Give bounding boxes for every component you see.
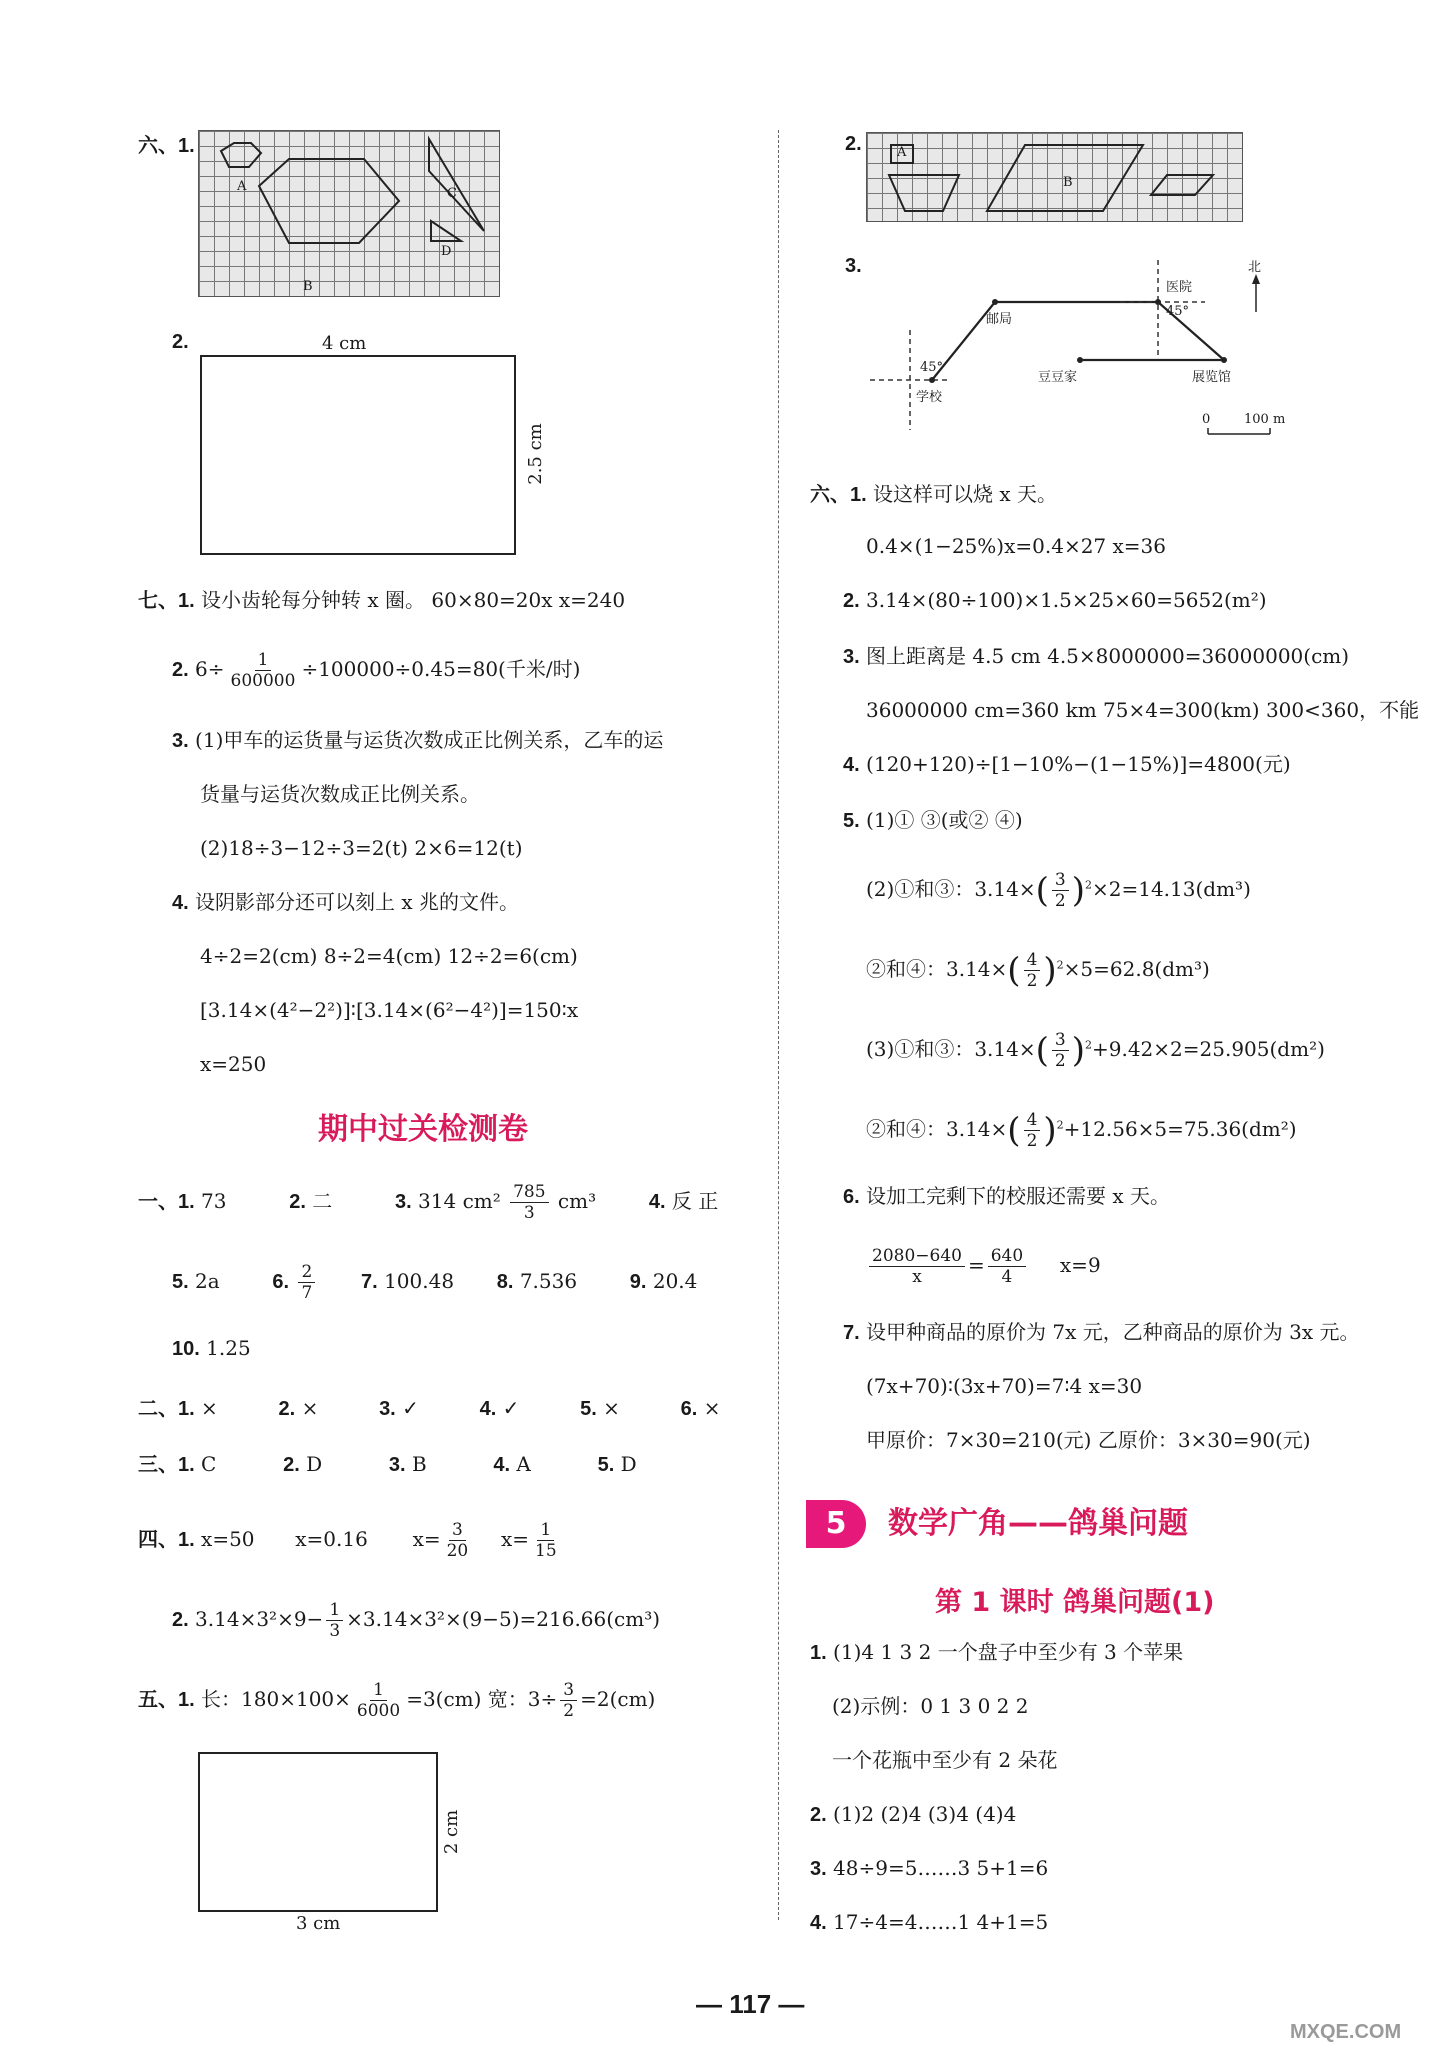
q-label: 4. bbox=[810, 1912, 827, 1934]
north-arrow-head bbox=[1252, 274, 1260, 284]
post-label: 邮局 bbox=[986, 312, 1013, 327]
denominator: 15 bbox=[535, 1541, 557, 1561]
answer-text: (2)示例：0 1 3 0 2 2 bbox=[832, 1694, 1029, 1718]
numerator: 4 bbox=[1024, 1110, 1041, 1131]
q-label: 3. bbox=[810, 1858, 827, 1880]
answer-text: 20.4 bbox=[652, 1269, 698, 1293]
answer-line bbox=[138, 586, 625, 615]
judge-row bbox=[138, 1394, 720, 1423]
answer-text: (3)①和③：3.14× bbox=[866, 1037, 1036, 1061]
answer-text: 设阴影部分还可以刻上 x 兆的文件。 bbox=[195, 890, 520, 914]
q-label: 6. bbox=[843, 1186, 860, 1208]
answer-line bbox=[843, 1182, 1170, 1211]
q-label: 2. bbox=[810, 1804, 827, 1826]
answer-text: 反 正 bbox=[671, 1189, 719, 1213]
answer-text: 1.25 bbox=[206, 1336, 251, 1360]
school-point bbox=[929, 377, 935, 383]
q-label: 7. bbox=[843, 1322, 860, 1344]
answer-line bbox=[172, 1600, 660, 1641]
numerator: 640 bbox=[988, 1246, 1026, 1267]
q-label: 4. bbox=[843, 754, 860, 776]
fraction bbox=[1024, 950, 1041, 991]
section-number-badge: 5 bbox=[806, 1500, 866, 1548]
home-point bbox=[1077, 357, 1083, 363]
numerator: 1 bbox=[255, 650, 272, 671]
numerator: 3 bbox=[560, 1680, 577, 1701]
answer-text: 3.14×3²×9− bbox=[195, 1607, 324, 1631]
denominator: 2 bbox=[1054, 891, 1066, 911]
q-label: 二、1. bbox=[138, 1398, 195, 1420]
answer-text: (120+120)÷[1−10%−(1−15%)]=4800(元) bbox=[866, 752, 1291, 776]
equals: = bbox=[967, 1253, 985, 1277]
answer-line: ②和④：3.14×( $\frac{4}{2}$ )$^2$×5=62.8(dm³) bbox=[866, 950, 1210, 991]
denominator: 2 bbox=[1026, 971, 1038, 991]
q-label: 3. bbox=[379, 1398, 396, 1420]
judge-mark: × bbox=[703, 1396, 721, 1420]
q-label: 9. bbox=[629, 1271, 647, 1293]
answer-text: =2(cm) bbox=[580, 1687, 656, 1711]
q-label: 2. bbox=[289, 1191, 306, 1213]
map-figure bbox=[860, 250, 1300, 450]
answer-text: (1)甲车的运货量与运货次数成正比例关系，乙车的运 bbox=[195, 728, 664, 752]
answer-text: 4÷2=2(cm) 8÷2=4(cm) 12÷2=6(cm) bbox=[200, 944, 578, 968]
denominator: 2 bbox=[563, 1701, 575, 1721]
answer-text: ②和④：3.14× bbox=[866, 957, 1008, 981]
answer-line bbox=[172, 1262, 697, 1303]
answer-line: ②和④：3.14×( $\frac{4}{2}$ )$^2$+12.56×5=75.36(dm²) bbox=[866, 1110, 1297, 1151]
answer-text: ×5=62.8(dm³) bbox=[1063, 957, 1210, 981]
answer-text: 7.536 bbox=[519, 1269, 578, 1293]
section-title: 期中过关检测卷 bbox=[318, 1112, 528, 1147]
answer-line bbox=[172, 650, 580, 691]
shape-a bbox=[221, 143, 261, 167]
answer-text: ②和④：3.14× bbox=[866, 1117, 1008, 1141]
answer-text: 6÷ bbox=[195, 657, 225, 681]
page-number: — 117 — bbox=[696, 1989, 805, 2019]
q-label: 4. bbox=[172, 892, 189, 914]
rect2-height-label: 2 cm bbox=[441, 1809, 463, 1855]
answer-line bbox=[172, 726, 663, 755]
answer-line bbox=[138, 1520, 563, 1561]
numerator: 1 bbox=[537, 1520, 554, 1541]
denominator: 6000 bbox=[356, 1701, 401, 1721]
answer-text: +12.56×5=75.36(dm²) bbox=[1063, 1117, 1297, 1141]
answer-text: (1)① ③(或② ④) bbox=[866, 808, 1023, 832]
answer-text: x= bbox=[500, 1527, 530, 1551]
answer-text: 3.14×(80÷100)×1.5×25×60=5652(m²) bbox=[866, 588, 1267, 612]
answer-text: x= bbox=[412, 1527, 441, 1551]
denominator: x bbox=[912, 1267, 922, 1287]
answer-text: 长：180×100× bbox=[201, 1687, 351, 1711]
denominator: 20 bbox=[446, 1541, 469, 1561]
scale-label: 100 m bbox=[1244, 412, 1286, 427]
q-label: 4. bbox=[648, 1191, 666, 1213]
q-label: 3. bbox=[172, 730, 189, 752]
answer-text: 设小齿轮每分钟转 x 圈。 60×80=20x x=240 bbox=[201, 588, 626, 612]
answer-text: +9.42×2=25.905(dm²) bbox=[1091, 1037, 1325, 1061]
shape-c-parallelogram bbox=[1151, 175, 1213, 195]
denominator: 3 bbox=[329, 1621, 341, 1641]
label-b: B bbox=[303, 279, 313, 294]
q-label: 8. bbox=[496, 1271, 514, 1293]
answer-text: =3(cm) 宽：3÷ bbox=[406, 1687, 558, 1711]
q-label: 五、1. bbox=[138, 1689, 195, 1711]
judge-mark: × bbox=[603, 1396, 620, 1420]
answer-line bbox=[138, 1680, 655, 1721]
q-label: 2. bbox=[172, 331, 189, 353]
grid-figure-left bbox=[198, 130, 500, 297]
label-a: A bbox=[237, 179, 247, 194]
numerator: 2080−640 bbox=[869, 1246, 965, 1267]
rect2-width-label: 3 cm bbox=[296, 1913, 341, 1934]
q-label: 2. bbox=[283, 1454, 300, 1476]
fraction bbox=[444, 1520, 472, 1561]
home-label: 豆豆家 bbox=[1038, 370, 1078, 385]
numerator: 785 bbox=[510, 1182, 548, 1203]
answer-line: (3)①和③：3.14×( $\frac{3}{2}$ )$^2$+9.42×2=25.905(dm²) bbox=[866, 1030, 1325, 1071]
answer-text: 设这样可以烧 x 天。 bbox=[873, 482, 1058, 506]
answer-text: 设加工完剩下的校服还需要 x 天。 bbox=[866, 1184, 1171, 1208]
fraction bbox=[354, 1680, 403, 1721]
q-label: 四、1. bbox=[138, 1529, 195, 1551]
fraction bbox=[560, 1680, 577, 1721]
numerator: 3 bbox=[449, 1520, 466, 1541]
q-label: 5. bbox=[580, 1398, 597, 1420]
numerator: 2 bbox=[298, 1262, 315, 1283]
choice-answer: C bbox=[201, 1452, 217, 1476]
q-label: 三、1. bbox=[138, 1454, 195, 1476]
scale-zero: 0 bbox=[1202, 412, 1211, 427]
q-label: 3. bbox=[843, 646, 860, 668]
fraction bbox=[1052, 1030, 1069, 1071]
angle-label: 45° bbox=[1166, 304, 1190, 319]
q-label: 六、1. bbox=[810, 484, 867, 506]
q-label: 3. bbox=[845, 255, 862, 277]
answer-text: ×3.14×3²×(9−5)=216.66(cm³) bbox=[346, 1607, 661, 1631]
rectangle-figure bbox=[200, 355, 516, 555]
numerator: 1 bbox=[326, 1600, 343, 1621]
angle-label: 45° bbox=[920, 360, 944, 375]
q-label: 6. bbox=[680, 1398, 698, 1420]
answer-text: x=9 bbox=[1059, 1253, 1101, 1277]
rectangle-figure-2 bbox=[198, 1752, 438, 1912]
fraction bbox=[1052, 870, 1069, 911]
answer-text: 17÷4=4……1 4+1=5 bbox=[833, 1910, 1049, 1934]
judge-mark: × bbox=[201, 1396, 218, 1420]
answer-line bbox=[866, 1246, 1101, 1287]
answer-line: (2)①和③：3.14×( $\frac{3}{2}$ )$^2$×2=14.13(dm³) bbox=[866, 870, 1251, 911]
label-a: A bbox=[897, 145, 907, 160]
answer-text: (2)①和③：3.14× bbox=[866, 877, 1036, 901]
answer-line bbox=[843, 642, 1349, 671]
museum-point bbox=[1221, 357, 1227, 363]
fraction bbox=[228, 650, 299, 691]
museum-label: 展览馆 bbox=[1192, 370, 1232, 385]
fraction bbox=[298, 1262, 315, 1303]
answer-text: ×2=14.13(dm³) bbox=[1091, 877, 1251, 901]
q-label: 2. bbox=[845, 133, 862, 155]
answer-text: (1)4 1 3 2 一个盘子中至少有 3 个苹果 bbox=[833, 1640, 1184, 1664]
fraction bbox=[326, 1600, 343, 1641]
section-title: 数学广角——鸽巢问题 bbox=[888, 1506, 1188, 1541]
school-label: 学校 bbox=[916, 390, 943, 405]
numerator: 1 bbox=[370, 1680, 387, 1701]
answer-text: x=250 bbox=[200, 1052, 267, 1076]
denominator: 600000 bbox=[230, 671, 296, 691]
hospital-point bbox=[1155, 299, 1161, 305]
answer-line bbox=[810, 480, 1057, 509]
watermark: MXQE.COM bbox=[1290, 2021, 1402, 2043]
q-label: 2. bbox=[172, 659, 189, 681]
answer-line bbox=[810, 1854, 1048, 1883]
choice-row bbox=[138, 1450, 637, 1479]
shape-c bbox=[429, 139, 484, 231]
choice-answer: D bbox=[620, 1452, 637, 1476]
q-label: 六、1. bbox=[138, 135, 195, 157]
q-label: 5. bbox=[843, 810, 860, 832]
unit: cm³ bbox=[557, 1189, 597, 1213]
q-label: 4. bbox=[493, 1454, 511, 1476]
post-point bbox=[992, 299, 998, 305]
q-label: 1. bbox=[810, 1642, 827, 1664]
label-b: B bbox=[1063, 175, 1073, 190]
answer-line bbox=[843, 750, 1291, 779]
q-label: 七、1. bbox=[138, 590, 195, 612]
hospital-label: 医院 bbox=[1166, 280, 1193, 295]
numerator: 3 bbox=[1052, 1030, 1069, 1051]
answer-text: 314 cm² bbox=[418, 1189, 501, 1213]
answer-text: x=50 bbox=[201, 1527, 255, 1551]
answer-text: [3.14×(4²−2²)]∶[3.14×(6²−4²)]=150∶x bbox=[200, 998, 579, 1022]
answer-line bbox=[810, 1908, 1048, 1937]
answer-text: 2a bbox=[195, 1269, 220, 1293]
rect-width-label: 4 cm bbox=[322, 333, 367, 354]
answer-line bbox=[138, 1182, 718, 1223]
answer-line bbox=[843, 1318, 1359, 1347]
answer-line bbox=[172, 1334, 251, 1363]
answer-text: 48÷9=5……3 5+1=6 bbox=[833, 1856, 1049, 1880]
answer-text: 图上距离是 4.5 cm 4.5×8000000=36000000(cm) bbox=[866, 644, 1350, 668]
q-label: 2. bbox=[172, 1609, 189, 1631]
answer-line bbox=[810, 1800, 1016, 1829]
answer-text: 设甲种商品的原价为 7x 元，乙种商品的原价为 3x 元。 bbox=[866, 1320, 1360, 1344]
answer-line bbox=[172, 888, 519, 917]
shape-b bbox=[259, 159, 399, 243]
answer-text: 0.4×(1−25%)x=0.4×27 x=36 bbox=[866, 534, 1166, 558]
answer-line bbox=[810, 1638, 1183, 1667]
judge-mark: ✓ bbox=[402, 1396, 419, 1420]
denominator: 3 bbox=[523, 1203, 535, 1223]
fraction bbox=[988, 1246, 1026, 1287]
judge-mark: ✓ bbox=[502, 1396, 520, 1420]
q-label: 2. bbox=[843, 590, 860, 612]
choice-answer: D bbox=[306, 1452, 323, 1476]
label-c: C bbox=[447, 186, 457, 201]
q-label: 一、1. bbox=[138, 1191, 195, 1213]
q-label: 3. bbox=[394, 1191, 412, 1213]
denominator: 2 bbox=[1054, 1051, 1066, 1071]
denominator: 7 bbox=[301, 1283, 313, 1303]
answer-text: (2)18÷3−12÷3=2(t) 2×6=12(t) bbox=[200, 836, 523, 860]
grid-figure-right bbox=[866, 132, 1243, 222]
rect-height-label: 2.5 cm bbox=[524, 423, 546, 485]
q-label: 7. bbox=[361, 1271, 378, 1293]
answer-line bbox=[843, 806, 1023, 835]
choice-answer: A bbox=[516, 1452, 531, 1476]
fraction bbox=[532, 1520, 560, 1561]
north-label: 北 bbox=[1248, 260, 1262, 275]
judge-mark: × bbox=[301, 1396, 319, 1420]
fraction bbox=[869, 1246, 965, 1287]
answer-text: 货量与运货次数成正比例关系。 bbox=[200, 782, 480, 806]
q-label: 6. bbox=[272, 1271, 290, 1293]
numerator: 4 bbox=[1024, 950, 1041, 971]
label-d: D bbox=[441, 244, 452, 259]
q-label: 5. bbox=[172, 1271, 189, 1293]
q-label: 2. bbox=[278, 1398, 296, 1420]
shape-d bbox=[431, 221, 461, 241]
q-label: 3. bbox=[388, 1454, 406, 1476]
shape-a-trapezoid bbox=[889, 175, 959, 211]
answer-text: 73 bbox=[201, 1189, 227, 1213]
answer-text: 一个花瓶中至少有 2 朵花 bbox=[832, 1748, 1058, 1772]
answer-text: (1)2 (2)4 (3)4 (4)4 bbox=[833, 1802, 1017, 1826]
fraction bbox=[1024, 1110, 1041, 1151]
answer-text: ÷100000÷0.45=80(千米/时) bbox=[301, 657, 581, 681]
denominator: 4 bbox=[1001, 1267, 1013, 1287]
answer-text: 二 bbox=[312, 1189, 333, 1213]
choice-answer: B bbox=[411, 1452, 427, 1476]
q-label: 5. bbox=[597, 1454, 615, 1476]
q-label: 4. bbox=[479, 1398, 497, 1420]
answer-text: x=0.16 bbox=[295, 1527, 368, 1551]
column-divider bbox=[778, 130, 779, 1920]
answer-line bbox=[843, 586, 1267, 615]
lesson-title: 第 1 课时 鸽巢问题(1) bbox=[935, 1587, 1215, 1618]
answer-text: 甲原价：7×30=210(元) 乙原价：3×30=90(元) bbox=[866, 1428, 1311, 1452]
answer-text: (7x+70)∶(3x+70)=7∶4 x=30 bbox=[866, 1374, 1143, 1398]
answer-text: 36000000 cm=360 km 75×4=300(km) 300<360，不能 bbox=[866, 698, 1420, 722]
q-label: 10. bbox=[172, 1338, 200, 1360]
answer-text: 100.48 bbox=[384, 1269, 455, 1293]
fraction bbox=[510, 1182, 548, 1223]
numerator: 3 bbox=[1052, 870, 1069, 891]
denominator: 2 bbox=[1026, 1131, 1038, 1151]
